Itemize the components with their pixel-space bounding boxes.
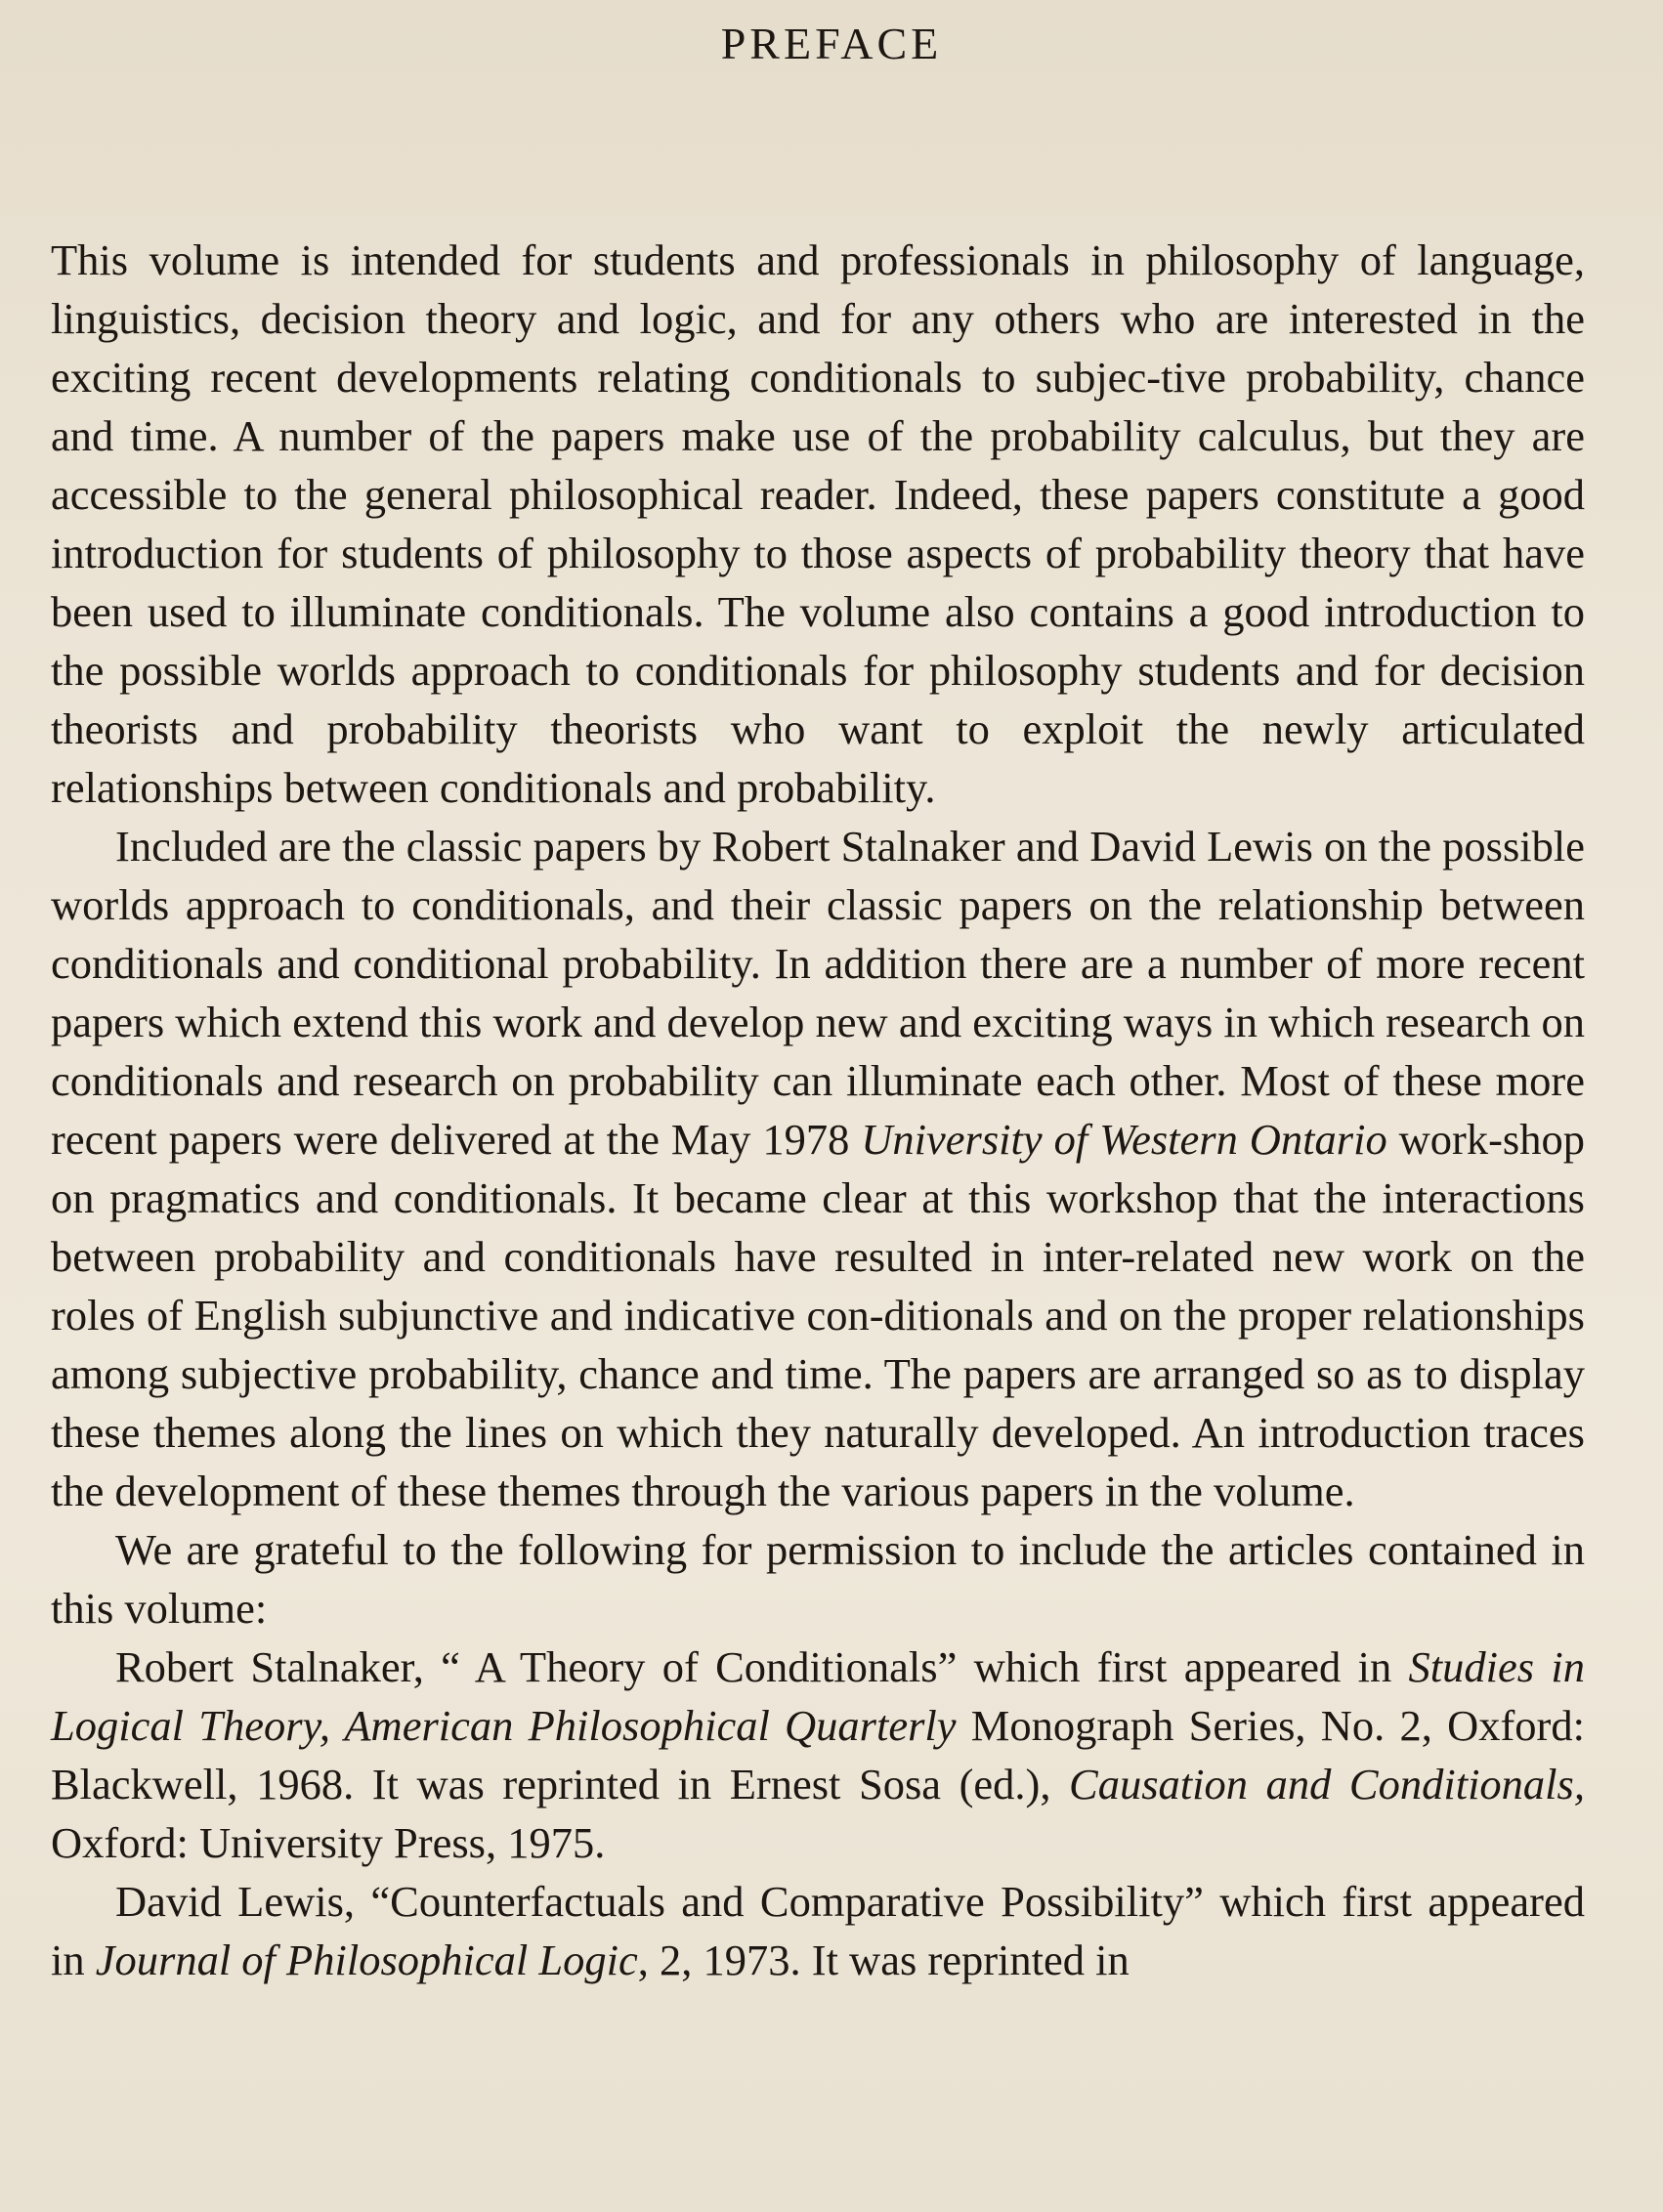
italic-publication: Journal of Philosophical Logic (95, 1936, 638, 1984)
preface-body (51, 231, 1585, 1989)
citation-text: David Lewis, “Counterfactuals and Comparative Possibility” which first appeared in (51, 1877, 1585, 1984)
paragraph-citation-lewis (51, 1872, 1585, 1989)
paragraph-citation-stalnaker (51, 1638, 1585, 1872)
page-heading: PREFACE (720, 19, 943, 68)
italic-institution: University of Western Ontario (861, 1115, 1387, 1164)
italic-publication: Studies in Logical Theory, American Philosophical Quarterly (51, 1642, 1585, 1750)
citation-text: Robert Stalnaker, “ A Theory of Conditionals” which first appeared in (115, 1642, 1409, 1691)
paragraph-acknowledgement: We are grateful to the following for permission to include the articles contained in this volume: (51, 1525, 1585, 1633)
italic-publication: Causation and Conditionals, (1069, 1760, 1585, 1808)
paragraph-intended-audience: This volume is intended for students and professionals in philosophy of language, linguistics, decision theory and logic, and for any others who are interested in the exciting recent developments relating conditionals to subjec-tive probability, chance and time. A number of the papers make use of the probability calculus, but they are accessible to the general philosophical reader. Indeed, these papers constitute a good introduction for students of philosophy to those aspects of probability theory that have been used to illuminate conditionals. The volume also contains a good introduction to the possible worlds approach to conditionals for philosophy students and for decision theorists and probability theorists who want to exploit the newly articulated relationships between conditionals and probability. (51, 235, 1585, 812)
citation-text: Monograph Series, No. 2, Oxford: Blackwell, 1968. It was reprinted in Ernest Sosa (ed.), (51, 1701, 1585, 1808)
citation-text: , 2, 1973. It was reprinted in (637, 1936, 1130, 1984)
paragraph-text: Included are the classic papers by Robert Stalnaker and David Lewis on the possible worlds approach to conditionals, and their classic papers on the relationship between conditionals and conditional probability. In addition there are a number of more recent papers which extend this work and develop new and exciting ways in which research on conditionals and research on probability can illuminate each other. Most of these more recent papers were delivered at the May 1978 (51, 822, 1585, 1164)
paragraph-text: work-shop on pragmatics and conditionals. It became clear at this workshop that the interactions between probability and conditionals have resulted in inter-related new work on the roles of English subjunctive and indicative con-ditionals and on the proper relationships among subjective probability, chance and time. The papers are arranged so as to display these themes along the lines on which they naturally developed. An introduction traces the development of these themes through the various papers in the volume. (51, 1115, 1586, 1515)
citation-text: Oxford: University Press, 1975. (51, 1818, 606, 1867)
paragraph-included-papers (51, 817, 1585, 1520)
